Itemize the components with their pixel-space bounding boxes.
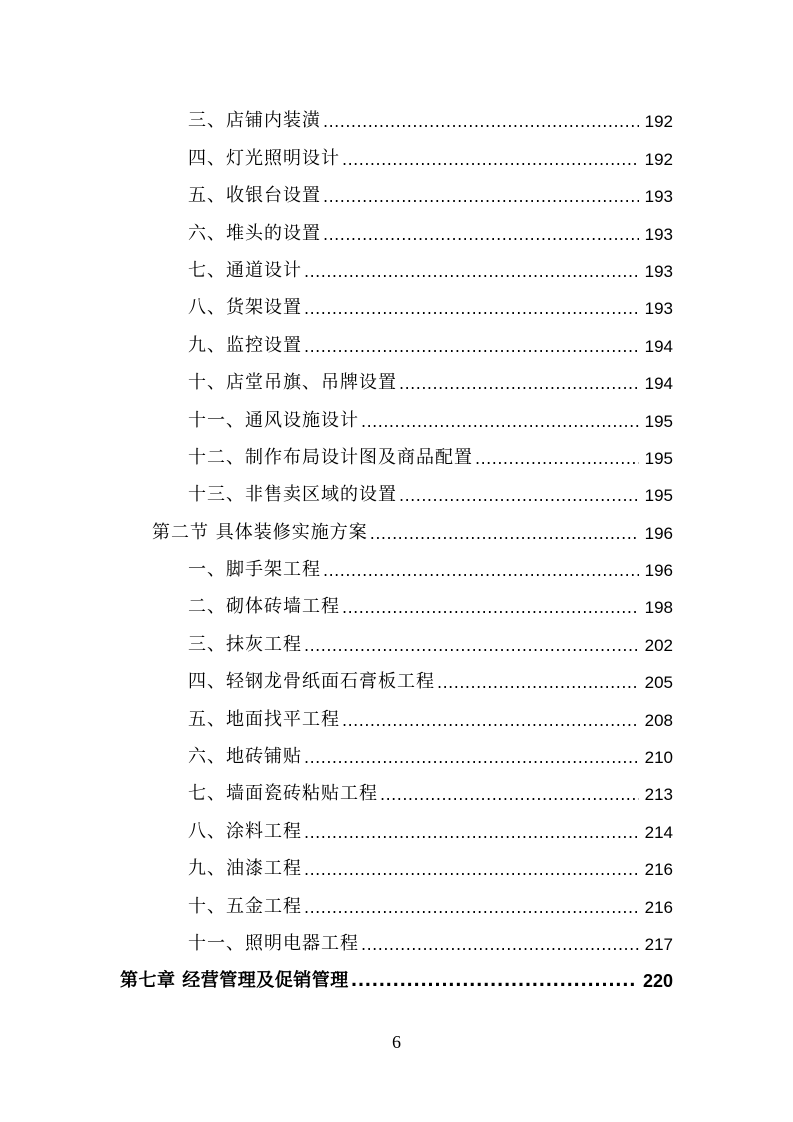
toc-entry-title: 三、店铺内装潢 bbox=[188, 110, 321, 132]
toc-leader-dots bbox=[304, 750, 639, 768]
table-of-contents bbox=[0, 101, 793, 998]
toc-entry-page: 196 bbox=[644, 523, 673, 543]
toc-leader-dots bbox=[304, 825, 639, 843]
toc-entry[interactable] bbox=[0, 924, 793, 961]
toc-entry-title: 七、通道设计 bbox=[188, 259, 302, 281]
toc-entry-title: 第二节 具体装修实施方案 bbox=[152, 521, 368, 543]
toc-entry-page: 195 bbox=[644, 411, 673, 431]
toc-entry[interactable] bbox=[0, 737, 793, 774]
toc-chapter-entry[interactable] bbox=[0, 961, 793, 998]
toc-entry-title: 十、五金工程 bbox=[188, 895, 302, 917]
toc-entry-page: 192 bbox=[644, 112, 673, 132]
toc-entry-page: 195 bbox=[644, 448, 673, 468]
toc-entry[interactable] bbox=[0, 699, 793, 736]
toc-entry-page: 194 bbox=[644, 336, 673, 356]
toc-leader-dots bbox=[342, 600, 639, 618]
toc-entry-page: 213 bbox=[644, 785, 673, 805]
toc-leader-dots bbox=[437, 675, 639, 693]
toc-entry[interactable] bbox=[0, 251, 793, 288]
toc-entry-title: 十二、制作布局设计图及商品配置 bbox=[188, 446, 473, 468]
toc-entry[interactable] bbox=[0, 587, 793, 624]
toc-entry[interactable] bbox=[0, 849, 793, 886]
toc-entry-page: 198 bbox=[644, 598, 673, 618]
toc-entry-page: 205 bbox=[644, 673, 673, 693]
toc-entry-page: 217 bbox=[644, 934, 673, 954]
toc-entry-title: 第七章 经营管理及促销管理 bbox=[120, 970, 349, 992]
toc-entry-title: 九、监控设置 bbox=[188, 334, 302, 356]
toc-entry[interactable] bbox=[0, 101, 793, 138]
toc-entry-page: 210 bbox=[644, 748, 673, 768]
toc-entry-page: 195 bbox=[644, 486, 673, 506]
toc-entry[interactable] bbox=[0, 138, 793, 175]
toc-entry[interactable] bbox=[0, 774, 793, 811]
toc-entry-title: 九、油漆工程 bbox=[188, 858, 302, 880]
toc-entry-page: 216 bbox=[644, 897, 673, 917]
toc-leader-dots bbox=[323, 563, 639, 581]
toc-leader-dots bbox=[475, 451, 639, 469]
toc-leader-dots bbox=[370, 526, 639, 544]
toc-entry-title: 六、堆头的设置 bbox=[188, 222, 321, 244]
toc-entry[interactable] bbox=[0, 624, 793, 661]
toc-entry-page: 193 bbox=[644, 261, 673, 281]
toc-entry[interactable] bbox=[0, 811, 793, 848]
toc-entry-page: 193 bbox=[644, 224, 673, 244]
toc-entry[interactable] bbox=[0, 400, 793, 437]
toc-leader-dots bbox=[304, 339, 639, 357]
toc-entry-title: 八、货架设置 bbox=[188, 297, 302, 319]
toc-entry-title: 七、墙面瓷砖粘贴工程 bbox=[188, 783, 378, 805]
toc-entry[interactable] bbox=[0, 550, 793, 587]
toc-leader-dots bbox=[323, 227, 639, 245]
toc-entry[interactable] bbox=[0, 438, 793, 475]
toc-leader-dots bbox=[380, 787, 639, 805]
toc-entry-title: 三、抹灰工程 bbox=[188, 633, 302, 655]
toc-entry-page: 202 bbox=[644, 635, 673, 655]
toc-leader-dots bbox=[342, 713, 639, 731]
toc-section-entry[interactable] bbox=[0, 512, 793, 549]
toc-leader-dots bbox=[351, 973, 635, 992]
toc-entry[interactable] bbox=[0, 176, 793, 213]
toc-leader-dots bbox=[304, 862, 639, 880]
toc-entry-title: 一、脚手架工程 bbox=[188, 559, 321, 581]
toc-entry[interactable] bbox=[0, 213, 793, 250]
toc-leader-dots bbox=[323, 189, 639, 207]
toc-leader-dots bbox=[342, 152, 639, 170]
toc-leader-dots bbox=[361, 414, 639, 432]
toc-leader-dots bbox=[304, 638, 639, 656]
toc-leader-dots bbox=[399, 488, 639, 506]
toc-entry-title: 五、收银台设置 bbox=[188, 185, 321, 207]
toc-entry-page: 192 bbox=[644, 149, 673, 169]
toc-entry-title: 二、砌体砖墙工程 bbox=[188, 596, 340, 618]
toc-entry-title: 五、地面找平工程 bbox=[188, 708, 340, 730]
page-number: 6 bbox=[392, 1032, 401, 1052]
toc-entry-page: 193 bbox=[644, 299, 673, 319]
toc-entry[interactable] bbox=[0, 325, 793, 362]
toc-leader-dots bbox=[399, 376, 639, 394]
toc-entry-page: 216 bbox=[644, 860, 673, 880]
toc-entry[interactable] bbox=[0, 363, 793, 400]
toc-entry-title: 八、涂料工程 bbox=[188, 820, 302, 842]
toc-leader-dots bbox=[361, 937, 639, 955]
toc-entry[interactable] bbox=[0, 662, 793, 699]
toc-entry-title: 十一、通风设施设计 bbox=[188, 409, 359, 431]
toc-entry-page: 194 bbox=[644, 374, 673, 394]
toc-entry[interactable] bbox=[0, 475, 793, 512]
toc-entry[interactable] bbox=[0, 886, 793, 923]
toc-leader-dots bbox=[304, 264, 639, 282]
toc-entry-title: 十一、照明电器工程 bbox=[188, 932, 359, 954]
toc-entry-page: 196 bbox=[644, 561, 673, 581]
toc-entry-page: 193 bbox=[644, 187, 673, 207]
toc-entry-page: 208 bbox=[644, 710, 673, 730]
toc-entry-page: 214 bbox=[644, 822, 673, 842]
toc-entry-title: 十、店堂吊旗、吊牌设置 bbox=[188, 372, 397, 394]
toc-entry-title: 十三、非售卖区域的设置 bbox=[188, 484, 397, 506]
toc-entry-title: 六、地砖铺贴 bbox=[188, 746, 302, 768]
toc-entry-title: 四、灯光照明设计 bbox=[188, 147, 340, 169]
toc-entry-page: 220 bbox=[642, 971, 673, 992]
toc-entry-title: 四、轻钢龙骨纸面石膏板工程 bbox=[188, 671, 435, 693]
toc-leader-dots bbox=[304, 900, 639, 918]
toc-entry[interactable] bbox=[0, 288, 793, 325]
toc-leader-dots bbox=[304, 301, 639, 319]
toc-leader-dots bbox=[323, 114, 639, 132]
